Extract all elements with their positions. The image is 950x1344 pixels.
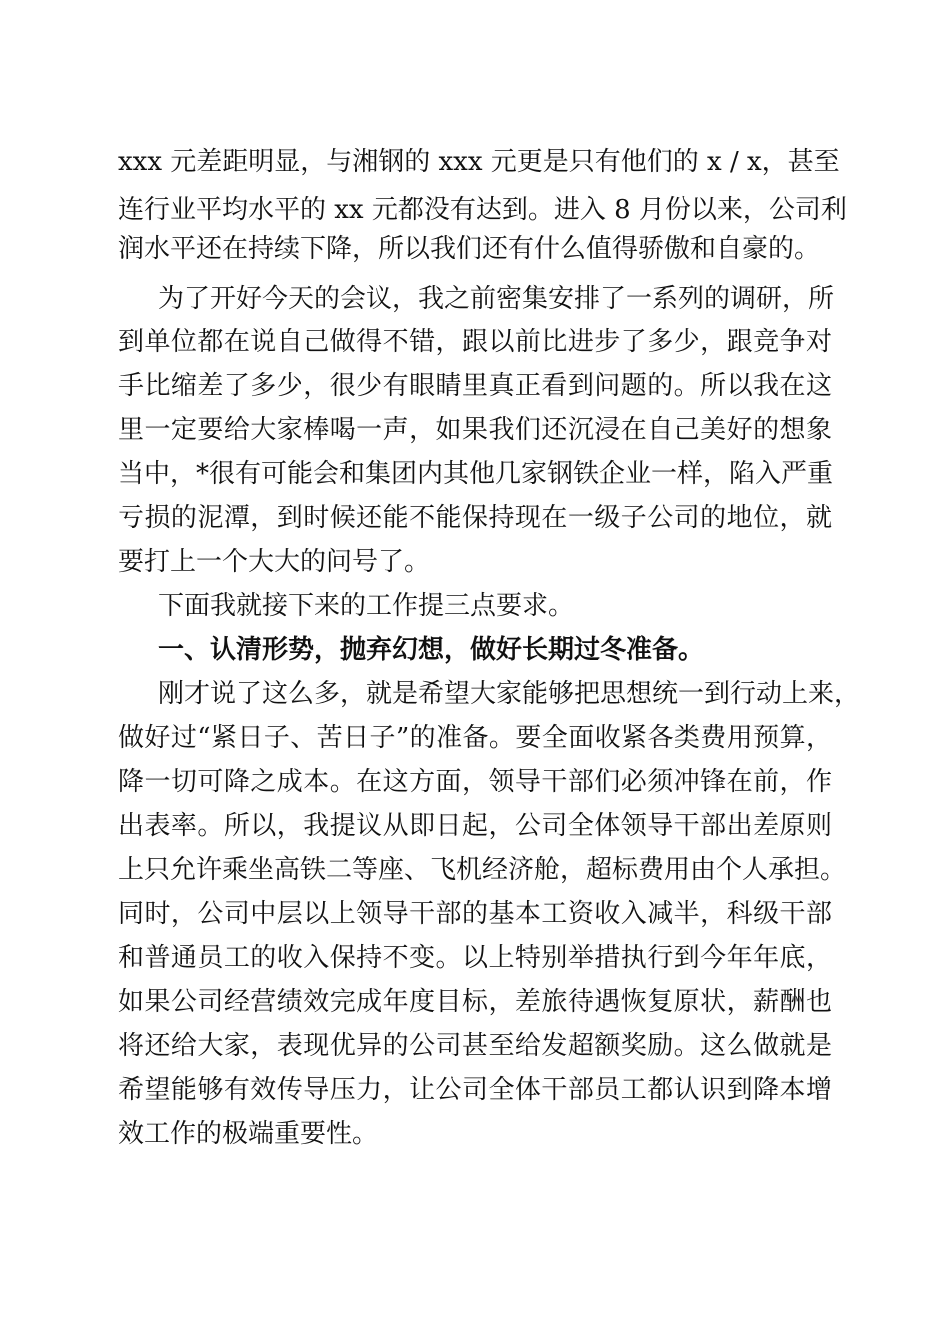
paragraph-line: 润水平还在持续下降，所以我们还有什么值得骄傲和自豪的。: [118, 234, 821, 264]
paragraph-line: xxx 元差距明显，与湘钢的 xxx 元更是只有他们的 x / x，甚至: [118, 147, 840, 177]
paragraph-line: 手比缩差了多少，很少有眼睛里真正看到问题的。所以我在这: [118, 371, 832, 401]
paragraph-line: 同时，公司中层以上领导干部的基本工资收入减半，科级干部: [118, 899, 832, 929]
paragraph-line: 下面我就接下来的工作提三点要求。: [158, 591, 575, 621]
paragraph-line: 当中，*很有可能会和集团内其他几家钢铁企业一样，陷入严重: [118, 459, 834, 489]
paragraph-line: 将还给大家，表现优异的公司甚至给发超额奖励。这么做就是: [118, 1031, 832, 1061]
paragraph-line: 上只允许乘坐高铁二等座、飞机经济舱，超标费用由个人承担。: [118, 855, 847, 885]
paragraph-line: 做好过“紧日子、苦日子”的准备。要全面收紧各类费用预算，: [118, 723, 832, 753]
paragraph-line: 刚才说了这么多，就是希望大家能够把思想统一到行动上来，: [158, 679, 861, 709]
paragraph-line: 亏损的泥潭，到时候还能不能保持现在一级子公司的地位，就: [118, 503, 832, 533]
paragraph-line: 到单位都在说自己做得不错，跟以前比进步了多少，跟竞争对: [118, 327, 832, 357]
paragraph-line: 要打上一个大大的问号了。: [118, 547, 431, 577]
paragraph-line: 希望能够有效传导压力，让公司全体干部员工都认识到降本增: [118, 1075, 832, 1105]
paragraph-line: 出表率。所以，我提议从即日起，公司全体领导干部出差原则: [118, 811, 832, 841]
heading-line: 一、认清形势，抛弃幻想，做好长期过冬准备。: [158, 635, 705, 665]
paragraph-line: 为了开好今天的会议，我之前密集安排了一系列的调研，所: [158, 284, 835, 314]
paragraph-line: 里一定要给大家棒喝一声，如果我们还沉浸在自己美好的想象: [118, 415, 832, 445]
paragraph-line: 降一切可降之成本。在这方面，领导干部们必须冲锋在前，作: [118, 767, 832, 797]
paragraph-line: 和普通员工的收入保持不变。以上特别举措执行到今年年底，: [118, 943, 832, 973]
paragraph-line: 效工作的极端重要性。: [118, 1119, 379, 1149]
paragraph-line: 如果公司经营绩效完成年度目标，差旅待遇恢复原状，薪酬也: [118, 987, 832, 1017]
paragraph-line: 连行业平均水平的 xx 元都没有达到。进入 8 月份以来，公司利: [118, 195, 847, 225]
